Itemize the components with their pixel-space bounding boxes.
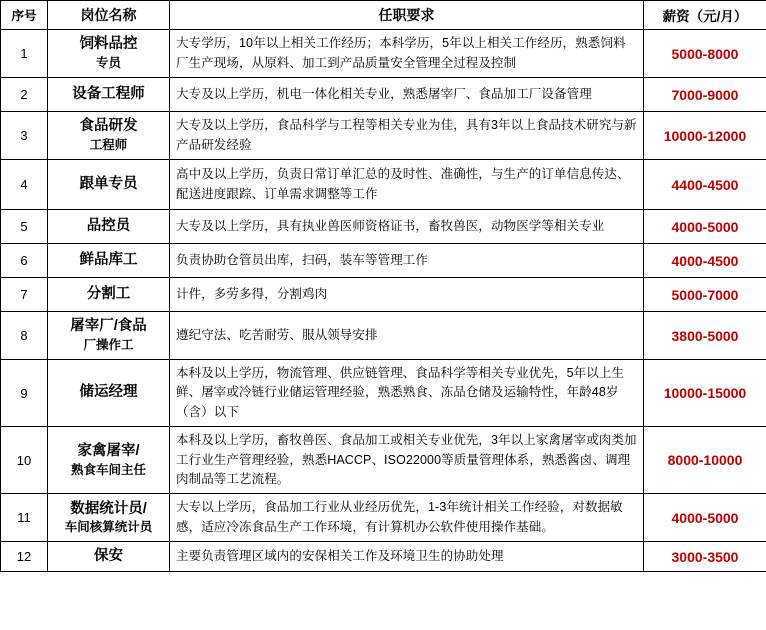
row-title <box>48 112 170 160</box>
row-title-sub: 专员 <box>95 55 121 70</box>
row-title-sub: 工程师 <box>89 137 128 152</box>
row-title-main: 储运经理 <box>79 384 138 401</box>
row-requirements: 大专学历，10年以上相关工作经历；本科学历，5年以上相关工作经历，熟悉饲料厂生产现场，从原料、加工到产品质量安全管理全过程及控制 <box>170 30 644 78</box>
row-title <box>48 278 170 312</box>
table-row <box>1 278 766 312</box>
row-index: 3 <box>1 112 48 160</box>
row-requirements: 遵纪守法、吃苦耐劳、服从领导安排 <box>170 312 644 360</box>
row-title <box>48 494 170 542</box>
row-title-main: 保安 <box>94 547 123 564</box>
row-salary: 8000-10000 <box>644 427 766 494</box>
row-title-main: 分割工 <box>86 285 131 302</box>
row-title <box>48 160 170 210</box>
row-title-main: 屠宰厂/食品 <box>70 318 147 335</box>
header-title: 岗位名称 <box>48 1 170 30</box>
row-title <box>48 244 170 278</box>
row-title-main: 饲料品控 <box>79 36 138 53</box>
row-index: 9 <box>1 360 48 427</box>
row-index: 7 <box>1 278 48 312</box>
row-title-sub: 车间核算统计员 <box>64 520 153 535</box>
row-index: 2 <box>1 78 48 112</box>
row-index: 4 <box>1 160 48 210</box>
row-title <box>48 312 170 360</box>
table-header <box>1 1 766 30</box>
row-title-main: 数据统计员/ <box>70 500 147 517</box>
row-title-main: 食品研发 <box>79 118 138 135</box>
row-requirements: 负责协助仓管员出库，扫码，装车等管理工作 <box>170 244 644 278</box>
row-title <box>48 427 170 494</box>
row-salary: 4000-4500 <box>644 244 766 278</box>
row-index: 11 <box>1 494 48 542</box>
row-requirements: 高中及以上学历，负责日常订单汇总的及时性、准确性，与生产的订单信息传达、配送进度跟踪、订单需求调整等工作 <box>170 160 644 210</box>
row-requirements: 大专以上学历，食品加工行业从业经历优先，1-3年统计相关工作经验，对数据敏感，适应冷冻食品生产工作环境，有计算机办公软件使用操作基础。 <box>170 494 644 542</box>
row-title-main: 跟单专员 <box>79 175 138 192</box>
row-title <box>48 542 170 572</box>
table-row <box>1 112 766 160</box>
table-row <box>1 427 766 494</box>
row-requirements: 大专及以上学历，食品科学与工程等相关专业为佳，具有3年以上食品技术研究与新产品研发经验 <box>170 112 644 160</box>
row-title-main: 家禽屠宰/ <box>77 442 140 459</box>
row-requirements: 主要负责管理区域内的安保相关工作及环境卫生的协助处理 <box>170 542 644 572</box>
row-index: 12 <box>1 542 48 572</box>
header-index: 序号 <box>1 1 48 30</box>
table-header-row <box>1 1 766 30</box>
row-title-main: 品控员 <box>86 217 131 234</box>
row-index: 8 <box>1 312 48 360</box>
header-salary: 薪资（元/月） <box>644 1 766 30</box>
row-salary: 5000-8000 <box>644 30 766 78</box>
header-requirements: 任职要求 <box>170 1 644 30</box>
table-row <box>1 360 766 427</box>
row-title-main: 设备工程师 <box>72 85 145 102</box>
row-title <box>48 78 170 112</box>
table-row <box>1 312 766 360</box>
table-row <box>1 78 766 112</box>
table-body <box>1 30 766 572</box>
row-requirements: 大专及以上学历，具有执业兽医师资格证书，畜牧兽医，动物医学等相关专业 <box>170 210 644 244</box>
row-salary: 5000-7000 <box>644 278 766 312</box>
row-requirements: 计件，多劳多得，分割鸡肉 <box>170 278 644 312</box>
row-salary: 7000-9000 <box>644 78 766 112</box>
row-index: 5 <box>1 210 48 244</box>
table-row <box>1 210 766 244</box>
row-requirements: 大专及以上学历，机电一体化相关专业，熟悉屠宰厂、食品加工厂设备管理 <box>170 78 644 112</box>
table-row <box>1 244 766 278</box>
row-requirements: 本科及以上学历，物流管理、供应链管理、食品科学等相关专业优先，5年以上生鲜、屠宰或冷链行业储运管理经验，熟悉熟食、冻品仓储及运输特性，年龄48岁（含）以下 <box>170 360 644 427</box>
row-title-main: 鲜品库工 <box>79 251 138 268</box>
row-title-sub: 熟食车间主任 <box>70 462 146 477</box>
table-row <box>1 30 766 78</box>
row-title <box>48 210 170 244</box>
row-salary: 4400-4500 <box>644 160 766 210</box>
row-title <box>48 30 170 78</box>
row-title <box>48 360 170 427</box>
row-salary: 10000-12000 <box>644 112 766 160</box>
table-row <box>1 160 766 210</box>
row-requirements: 本科及以上学历，畜牧兽医、食品加工或相关专业优先，3年以上家禽屠宰或肉类加工行业生产管理经验，熟悉HACCP、ISO22000等质量管理体系，熟悉酱卤、调理肉制品等工艺流程。 <box>170 427 644 494</box>
row-salary: 3000-3500 <box>644 542 766 572</box>
row-salary: 4000-5000 <box>644 494 766 542</box>
row-index: 1 <box>1 30 48 78</box>
row-title-sub: 厂操作工 <box>83 337 134 352</box>
row-salary: 3800-5000 <box>644 312 766 360</box>
table-row <box>1 494 766 542</box>
row-index: 6 <box>1 244 48 278</box>
row-index: 10 <box>1 427 48 494</box>
table-row <box>1 542 766 572</box>
row-salary: 4000-5000 <box>644 210 766 244</box>
row-salary: 10000-15000 <box>644 360 766 427</box>
